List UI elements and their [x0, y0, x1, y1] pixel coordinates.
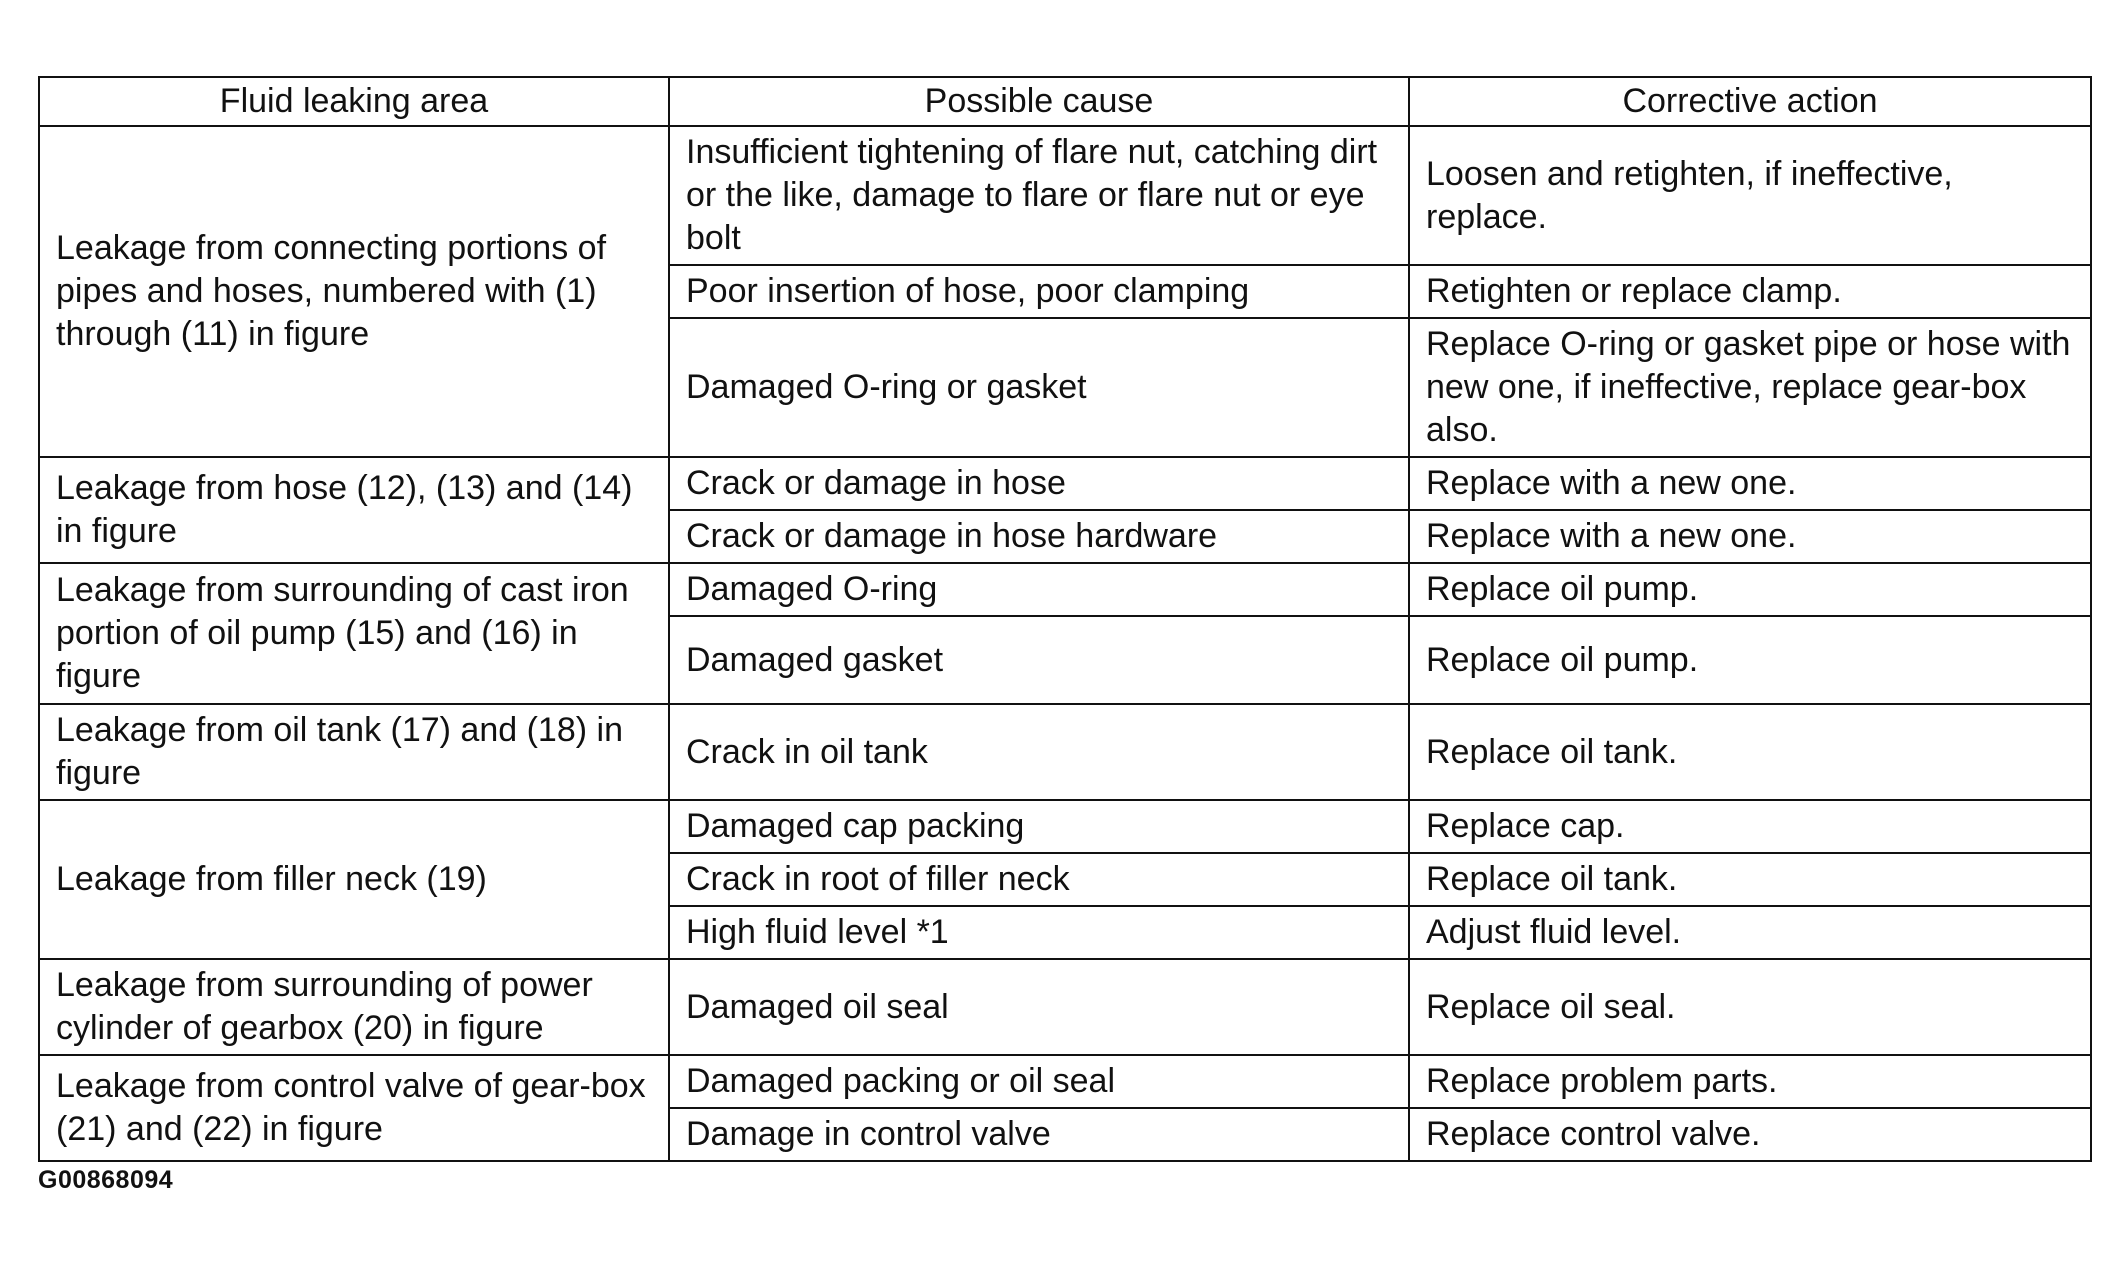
area-cell: Leakage from filler neck (19): [39, 800, 669, 959]
action-cell: Replace control valve.: [1409, 1108, 2091, 1161]
table-row: [39, 1055, 2091, 1108]
cause-cell: Crack or damage in hose hardware: [669, 510, 1409, 563]
area-cell: Leakage from hose (12), (13) and (14) in figure: [39, 457, 669, 563]
cause-cell: Damaged oil seal: [669, 959, 1409, 1055]
header-corrective-action: Corrective action: [1409, 77, 2091, 126]
table-row: [39, 126, 2091, 265]
action-cell: Loosen and retighten, if ineffective, replace.: [1409, 126, 2091, 265]
cause-cell: Damaged O-ring or gasket: [669, 318, 1409, 457]
action-cell: Replace with a new one.: [1409, 510, 2091, 563]
cause-cell: Poor insertion of hose, poor clamping: [669, 265, 1409, 318]
table-row: [39, 959, 2091, 1055]
area-cell: Leakage from surrounding of cast iron portion of oil pump (15) and (16) in figure: [39, 563, 669, 704]
action-cell: Replace O-ring or gasket pipe or hose with new one, if ineffective, replace gear-box also.: [1409, 318, 2091, 457]
area-cell: Leakage from oil tank (17) and (18) in figure: [39, 704, 669, 800]
action-cell: Replace problem parts.: [1409, 1055, 2091, 1108]
area-cell: Leakage from surrounding of power cylinder of gearbox (20) in figure: [39, 959, 669, 1055]
action-cell: Replace oil seal.: [1409, 959, 2091, 1055]
cause-cell: Damage in control valve: [669, 1108, 1409, 1161]
action-cell: Replace oil tank.: [1409, 704, 2091, 800]
action-cell: Replace cap.: [1409, 800, 2091, 853]
table-row: [39, 704, 2091, 800]
action-cell: Replace oil pump.: [1409, 616, 2091, 704]
cause-cell: Damaged gasket: [669, 616, 1409, 704]
header-possible-cause: Possible cause: [669, 77, 1409, 126]
cause-cell: Crack in oil tank: [669, 704, 1409, 800]
diagnosis-table: [38, 76, 2092, 1162]
cause-cell: Crack or damage in hose: [669, 457, 1409, 510]
action-cell: Replace oil tank.: [1409, 853, 2091, 906]
table-row: [39, 563, 2091, 616]
action-cell: Retighten or replace clamp.: [1409, 265, 2091, 318]
action-cell: Adjust fluid level.: [1409, 906, 2091, 959]
cause-cell: Crack in root of filler neck: [669, 853, 1409, 906]
action-cell: Replace oil pump.: [1409, 563, 2091, 616]
cause-cell: Damaged O-ring: [669, 563, 1409, 616]
area-cell: Leakage from control valve of gear-box (21) and (22) in figure: [39, 1055, 669, 1161]
cause-cell: Damaged cap packing: [669, 800, 1409, 853]
figure-id: G00868094: [38, 1166, 174, 1194]
cause-cell: Damaged packing or oil seal: [669, 1055, 1409, 1108]
area-cell: Leakage from connecting portions of pipes and hoses, numbered with (1) through (11) in figure: [39, 126, 669, 457]
header-fluid-leaking-area: Fluid leaking area: [39, 77, 669, 126]
cause-cell: Insufficient tightening of flare nut, catching dirt or the like, damage to flare or flare nut or eye bolt: [669, 126, 1409, 265]
table-row: [39, 800, 2091, 853]
action-cell: Replace with a new one.: [1409, 457, 2091, 510]
table-row: [39, 457, 2091, 510]
header-row: [39, 77, 2091, 126]
cause-cell: High fluid level *1: [669, 906, 1409, 959]
